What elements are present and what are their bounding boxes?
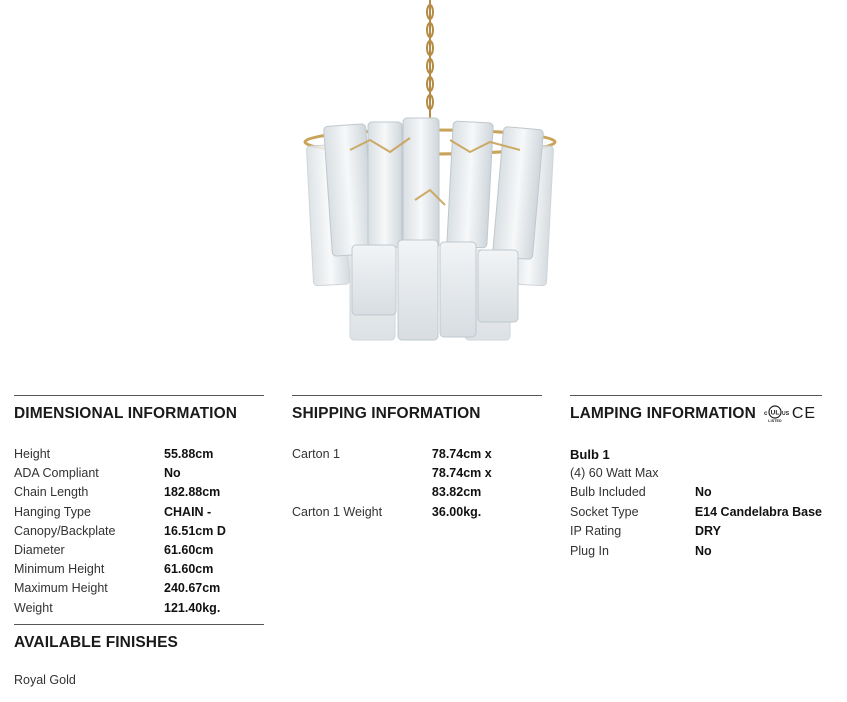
spec-label: Bulb Included bbox=[570, 485, 646, 499]
spec-value: 240.67cm bbox=[164, 581, 221, 596]
spec-row-diameter bbox=[14, 541, 264, 560]
spec-label: Weight bbox=[14, 600, 53, 615]
section-divider bbox=[292, 395, 542, 396]
spec-value: 78.74cm x 78.74cm x 83.82cm bbox=[431, 447, 492, 499]
spec-value: E14 Candelabra Base bbox=[694, 504, 822, 519]
product-image bbox=[290, 0, 570, 350]
lamping-heading-row bbox=[570, 403, 822, 425]
svg-text:US: US bbox=[781, 411, 790, 417]
spec-value: 61.60cm bbox=[164, 542, 214, 557]
spec-label: Maximum Height bbox=[14, 581, 108, 596]
svg-text:c: c bbox=[763, 411, 768, 417]
spec-label: IP Rating bbox=[570, 524, 622, 538]
spec-label: ADA Compliant bbox=[14, 466, 99, 481]
spec-label: Height bbox=[14, 447, 51, 461]
finish-value: Royal Gold bbox=[14, 673, 76, 687]
spec-row-min-height bbox=[14, 560, 264, 579]
spec-value: 61.60cm bbox=[164, 562, 214, 577]
ce-mark-icon: CE bbox=[791, 405, 817, 422]
dimensional-section bbox=[14, 395, 264, 618]
bulb-title: Bulb 1 bbox=[570, 447, 610, 462]
section-divider bbox=[14, 624, 264, 625]
dimensional-rows bbox=[14, 445, 264, 618]
spec-row-carton-weight bbox=[292, 503, 542, 522]
section-divider bbox=[570, 395, 822, 396]
spec-label: Carton 1 bbox=[292, 447, 340, 461]
shipping-section bbox=[292, 395, 542, 522]
spec-row-ip-rating bbox=[570, 522, 822, 542]
spec-row-height bbox=[14, 445, 264, 464]
shipping-heading: SHIPPING INFORMATION bbox=[292, 405, 481, 422]
finishes-heading: AVAILABLE FINISHES bbox=[14, 634, 178, 651]
section-divider bbox=[14, 395, 264, 396]
svg-text:LISTED: LISTED bbox=[768, 419, 782, 423]
spec-row-chain-length bbox=[14, 483, 264, 502]
shipping-rows bbox=[292, 445, 542, 522]
spec-row-bulb-included bbox=[570, 483, 822, 503]
lamping-section bbox=[570, 395, 822, 561]
spec-row-socket-type bbox=[570, 503, 822, 523]
dimensional-heading: DIMENSIONAL INFORMATION bbox=[14, 405, 238, 422]
bulb-description: (4) 60 Watt Max bbox=[570, 466, 659, 480]
spec-value: CHAIN - bbox=[164, 504, 212, 519]
lamping-heading: LAMPING INFORMATION bbox=[570, 405, 756, 422]
finishes-section bbox=[14, 624, 264, 687]
spec-value: 121.40kg. bbox=[164, 600, 221, 615]
spec-label: Carton 1 Weight bbox=[292, 505, 383, 519]
spec-label: Diameter bbox=[14, 542, 65, 557]
spec-value: No bbox=[164, 466, 181, 481]
spec-row-plug-in bbox=[570, 542, 822, 562]
spec-label: Plug In bbox=[570, 543, 609, 558]
spec-value: No bbox=[695, 543, 712, 558]
chain bbox=[427, 0, 433, 120]
spec-row-canopy bbox=[14, 522, 264, 541]
spec-row-ada bbox=[14, 464, 264, 483]
chandelier-illustration bbox=[290, 0, 570, 350]
spec-value: 36.00kg. bbox=[431, 505, 482, 519]
lamping-rows bbox=[570, 445, 822, 561]
spec-label: Canopy/Backplate bbox=[14, 523, 116, 538]
ul-listed-icon bbox=[764, 405, 788, 423]
spec-label: Hanging Type bbox=[14, 504, 91, 519]
spec-row-weight bbox=[14, 599, 264, 618]
spec-value: No bbox=[695, 485, 712, 499]
spec-label: Chain Length bbox=[14, 485, 89, 500]
spec-value: 55.88cm bbox=[164, 447, 214, 461]
spec-row-max-height bbox=[14, 579, 264, 598]
svg-text:UL: UL bbox=[770, 409, 780, 417]
spec-value: 182.88cm bbox=[164, 485, 221, 500]
spec-row-carton bbox=[292, 445, 542, 502]
spec-label: Minimum Height bbox=[14, 562, 105, 577]
spec-value: DRY bbox=[695, 524, 721, 538]
spec-row-hanging-type bbox=[14, 503, 264, 522]
spec-label: Socket Type bbox=[570, 504, 639, 519]
certification-marks bbox=[764, 405, 816, 423]
spec-value: 16.51cm D bbox=[164, 523, 226, 538]
